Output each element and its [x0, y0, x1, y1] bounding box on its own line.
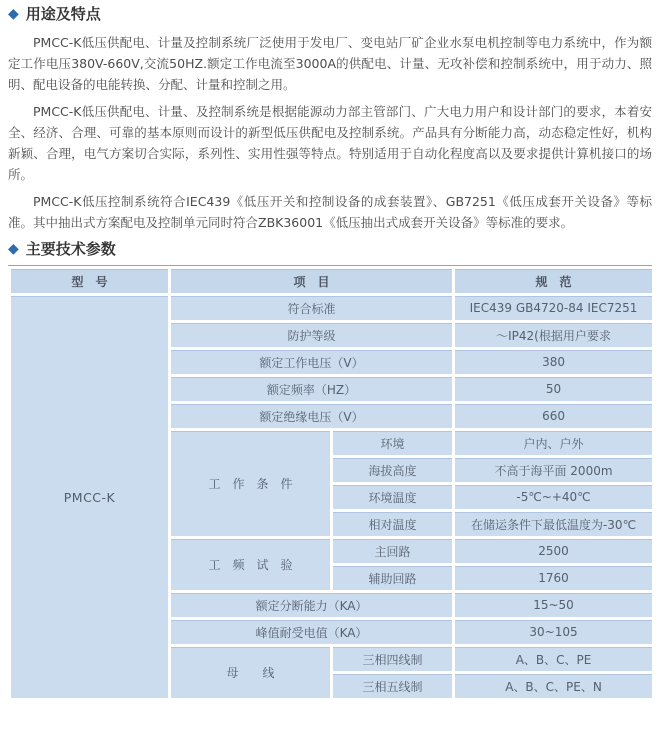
item-cell: 三相四线制: [332, 646, 454, 673]
value-cell: -5℃~+40℃: [454, 484, 654, 511]
model-cell: PMCC-K: [10, 295, 170, 700]
value-cell: 户内、户外: [454, 430, 654, 457]
features-paragraph-2: PMCC-K低压供配电、计量、及控制系统是根据能源动力部主管部门、广大电力用户和设计部门的要求，本着安全、经济、合理、可靠的基本原则而设计的新型低压供配电及控制系统。产品具有分断能力高，动态稳定性好，机构新颖、合理，电气方案切合实际，系列性、实用性强等特点。特别适用于自动化程度高以及要求提供计算机接口的场所。: [8, 104, 652, 182]
item-cell: 符合标准: [170, 295, 454, 322]
item-cell: 额定工作电压（V）: [170, 349, 454, 376]
item-cell: 三相五线制: [332, 673, 454, 700]
features-section-heading: [8, 4, 652, 24]
work-conditions-group-cell: 工 作 条 件: [170, 430, 332, 538]
item-cell: 额定绝缘电压（V）: [170, 403, 454, 430]
features-paragraph-1: PMCC-K低压供配电、计量及控制系统厂泛使用于发电厂、变电站厂矿企业水泵电机控制等电力系统中，作为额定工作电压380V-660V,交流50HZ.额定工作电流至3000A的供配电、计量、无攻补偿和控制系统中，用于动力、照明、配电设备的电能转换、分配、计量和控制之用。: [8, 35, 652, 92]
value-cell: A、B、C、PE: [454, 646, 654, 673]
diamond-bullet-icon: ◆: [8, 6, 19, 22]
value-cell: 380: [454, 349, 654, 376]
item-cell: 辅助回路: [332, 565, 454, 592]
diamond-bullet-icon: ◆: [8, 241, 19, 257]
value-cell: 660: [454, 403, 654, 430]
item-cell: 防护等级: [170, 322, 454, 349]
features-paragraph-3: PMCC-K低压控制系统符合IEC439《低压开关和控制设备的成套装置》、GB7251《低压成套开关设备》等标准。其中抽出式方案配电及控制单元同时符合ZBK36001《低压抽出式成套开关设备》等标准的要求。: [8, 194, 652, 230]
item-cell: 海拔高度: [332, 457, 454, 484]
item-cell: 相对温度: [332, 511, 454, 538]
header-item-cell: 项 目: [170, 268, 454, 295]
header-spec-cell: 规 范: [454, 268, 654, 295]
item-cell: 额定频率（HZ）: [170, 376, 454, 403]
item-cell: 主回路: [332, 538, 454, 565]
value-cell: 在储运条件下最低温度为-30℃: [454, 511, 654, 538]
freq-test-group-cell: 工 频 试 验: [170, 538, 332, 592]
header-model-cell: 型 号: [10, 268, 170, 295]
value-cell: 15~50: [454, 592, 654, 619]
value-cell: ～IP42(根据用户要求: [454, 322, 654, 349]
value-cell: 2500: [454, 538, 654, 565]
table-row: [10, 295, 654, 322]
value-cell: A、B、C、PE、N: [454, 673, 654, 700]
specs-section-heading: [8, 239, 652, 259]
busbar-group-cell: 母 线: [170, 646, 332, 700]
item-cell: 环境温度: [332, 484, 454, 511]
specs-table: [8, 266, 655, 701]
item-cell: 额定分断能力（KA）: [170, 592, 454, 619]
value-cell: IEC439 GB4720-84 IEC7251: [454, 295, 654, 322]
value-cell: 不高于海平面 2000m: [454, 457, 654, 484]
item-cell: 环境: [332, 430, 454, 457]
table-header-row: [10, 268, 654, 295]
value-cell: 50: [454, 376, 654, 403]
specs-table-wrapper: [8, 265, 652, 701]
value-cell: 1760: [454, 565, 654, 592]
specs-heading-label: 主要技术参数: [25, 240, 116, 258]
item-cell: 峰值耐受电值（KA）: [170, 619, 454, 646]
features-heading-label: 用途及特点: [25, 5, 101, 23]
value-cell: 30~105: [454, 619, 654, 646]
